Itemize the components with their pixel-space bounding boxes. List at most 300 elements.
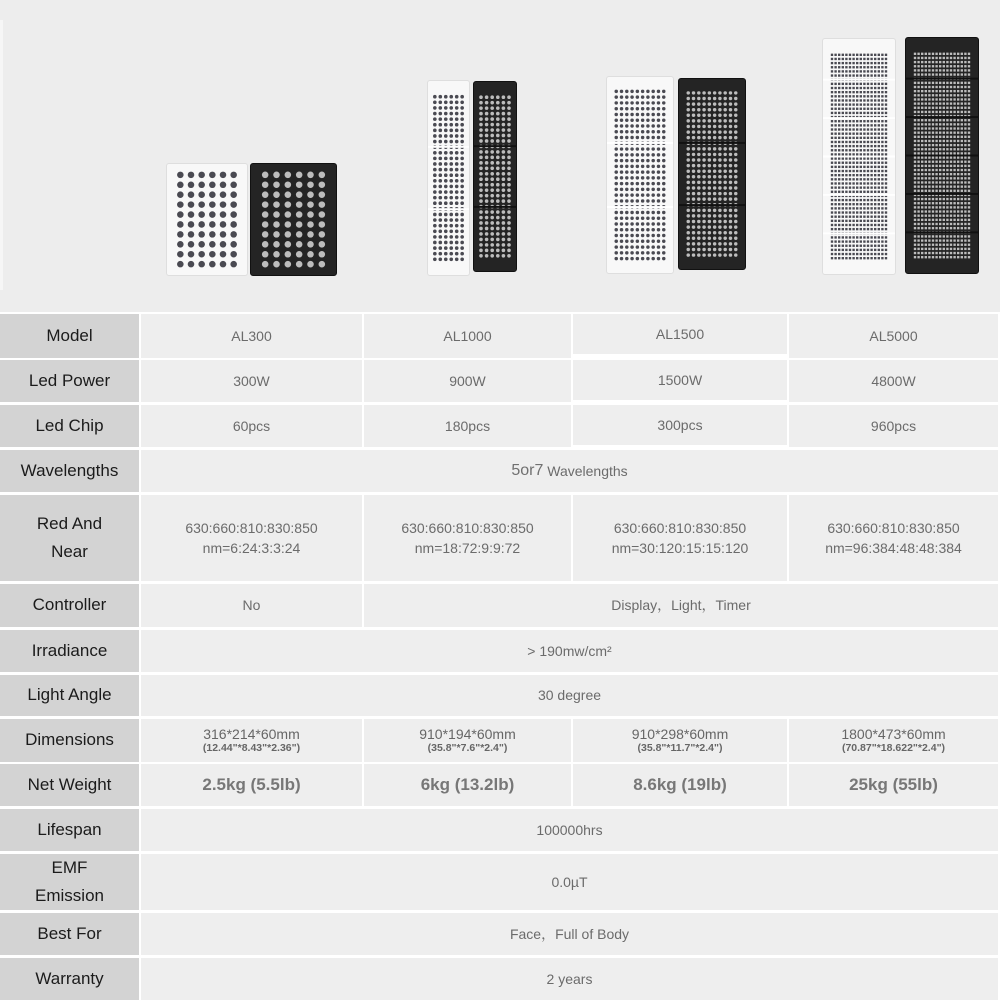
led-dot <box>502 227 506 231</box>
led-dot <box>630 182 633 185</box>
led-dot <box>692 192 695 195</box>
led-dot <box>507 156 511 160</box>
led-dot <box>953 111 955 113</box>
dimensions-mm: 316*214*60mm <box>203 725 300 742</box>
led-dot <box>285 172 292 179</box>
led-dot <box>834 207 836 209</box>
led-dot <box>852 83 854 85</box>
led-dot <box>870 236 872 238</box>
led-dot <box>188 241 195 248</box>
led-dot <box>625 130 628 133</box>
led-dot <box>230 261 237 268</box>
led-dot <box>939 214 941 216</box>
led-dot <box>860 211 862 213</box>
led-dot <box>657 257 660 260</box>
led-dot <box>867 182 869 184</box>
led-dot <box>845 145 847 147</box>
led-dot <box>273 221 280 228</box>
led-dot <box>852 199 854 201</box>
led-dot <box>729 186 732 189</box>
led-dot <box>914 161 916 163</box>
led-dot <box>834 70 836 72</box>
led-dot <box>870 66 872 68</box>
led-dot <box>831 153 833 155</box>
led-dot <box>630 251 633 254</box>
led-dot <box>662 222 665 225</box>
led-dot <box>620 101 623 104</box>
led-dot <box>921 202 923 204</box>
led-dot <box>307 191 314 198</box>
led-dot <box>935 248 937 250</box>
led-dot <box>914 57 916 59</box>
led-dot <box>953 214 955 216</box>
led-dot <box>438 196 442 200</box>
led-dot <box>953 256 955 258</box>
led-dot <box>433 246 437 250</box>
led-dot <box>713 192 716 195</box>
cell-weight-al1000: 6kg (13.2lb) <box>364 764 571 806</box>
led-dot <box>718 248 721 251</box>
led-dot <box>657 95 660 98</box>
led-dot <box>455 168 459 172</box>
led-dot <box>961 123 963 125</box>
led-dot <box>928 57 930 59</box>
led-dot <box>961 131 963 133</box>
led-dot <box>867 128 869 130</box>
led-dot <box>957 53 959 55</box>
led-dot <box>686 125 689 128</box>
led-dot <box>957 227 959 229</box>
led-dot <box>479 238 483 242</box>
led-dot <box>849 186 851 188</box>
led-dot <box>307 211 314 218</box>
led-dot <box>849 91 851 93</box>
led-dot <box>932 165 934 167</box>
led-dot <box>961 102 963 104</box>
led-dot <box>842 182 844 184</box>
led-dot <box>507 232 511 236</box>
label-line-2: Emission <box>35 886 104 905</box>
led-dot <box>729 220 732 223</box>
led-dot <box>856 141 858 143</box>
led-dot <box>957 161 959 163</box>
led-dot <box>917 235 919 237</box>
led-dot <box>702 136 705 139</box>
led-dot <box>939 198 941 200</box>
led-dot <box>935 82 937 84</box>
led-dot <box>860 174 862 176</box>
led-dot <box>620 113 623 116</box>
led-dot <box>925 206 927 208</box>
led-dot <box>946 136 948 138</box>
led-dot <box>734 136 737 139</box>
led-dot <box>831 120 833 122</box>
led-dot <box>874 203 876 205</box>
led-dot <box>718 209 721 212</box>
led-dot <box>620 95 623 98</box>
led-dot <box>874 224 876 226</box>
led-dot <box>614 251 617 254</box>
led-dot <box>460 185 464 189</box>
led-dot <box>860 70 862 72</box>
led-dot <box>946 82 948 84</box>
led-dot <box>849 253 851 255</box>
led-dot <box>641 165 644 168</box>
led-dot <box>662 199 665 202</box>
led-dot <box>870 166 872 168</box>
led-dot <box>449 129 453 133</box>
led-dot <box>657 245 660 248</box>
led-dot <box>921 198 923 200</box>
led-dot <box>860 149 862 151</box>
led-dot <box>460 235 464 239</box>
led-dot <box>921 248 923 250</box>
led-dot <box>878 207 880 209</box>
led-dot <box>273 211 280 218</box>
led-dot <box>878 137 880 139</box>
led-dot <box>433 151 437 155</box>
led-dot <box>630 222 633 225</box>
led-dot <box>953 144 955 146</box>
led-dot <box>651 216 654 219</box>
led-dot <box>921 235 923 237</box>
led-dot <box>702 253 705 256</box>
led-dot <box>455 218 459 222</box>
led-dot <box>914 148 916 150</box>
led-dot <box>444 257 448 261</box>
led-dot <box>917 123 919 125</box>
led-dot <box>651 147 654 150</box>
led-dot <box>729 231 732 234</box>
led-dot <box>502 177 506 181</box>
led-dot <box>620 118 623 121</box>
led-dot <box>885 91 887 93</box>
led-dot <box>870 99 872 101</box>
led-dot <box>713 242 716 245</box>
led-dot <box>968 202 970 204</box>
led-dot <box>296 241 303 248</box>
led-dot <box>657 176 660 179</box>
led-dot <box>968 127 970 129</box>
led-dot <box>198 211 205 218</box>
led-dot <box>485 166 489 170</box>
led-dot <box>939 152 941 154</box>
led-dot <box>460 129 464 133</box>
led-dot <box>438 179 442 183</box>
led-dot <box>939 94 941 96</box>
led-dot <box>438 185 442 189</box>
row-label-controller: Controller <box>0 584 139 627</box>
led-dot <box>614 193 617 196</box>
led-dot <box>262 191 269 198</box>
led-dot <box>697 248 700 251</box>
led-dot <box>708 125 711 128</box>
led-dot <box>856 203 858 205</box>
led-dot <box>852 236 854 238</box>
led-dot <box>964 152 966 154</box>
led-dot <box>867 54 869 56</box>
led-dot <box>943 235 945 237</box>
led-dot <box>657 216 660 219</box>
led-dot <box>209 261 216 268</box>
led-dot <box>834 203 836 205</box>
led-dot <box>845 87 847 89</box>
led-dot <box>946 239 948 241</box>
led-dot <box>502 194 506 198</box>
led-dot <box>729 114 732 117</box>
led-dot <box>925 61 927 63</box>
led-dot <box>950 248 952 250</box>
led-dot <box>943 198 945 200</box>
led-dot <box>946 181 948 183</box>
led-dot <box>718 91 721 94</box>
led-dot <box>230 221 237 228</box>
led-dot <box>932 190 934 192</box>
led-dot <box>950 107 952 109</box>
led-dot <box>870 207 872 209</box>
led-dot <box>968 69 970 71</box>
led-dot <box>961 57 963 59</box>
led-dot <box>946 252 948 254</box>
led-dot <box>723 108 726 111</box>
led-dot <box>914 252 916 254</box>
cell-weight-al300: 2.5kg (5.5lb) <box>141 764 362 806</box>
led-dot <box>849 87 851 89</box>
led-dot <box>856 211 858 213</box>
led-dot <box>867 203 869 205</box>
led-dot <box>968 235 970 237</box>
led-dot <box>867 157 869 159</box>
led-dot <box>713 253 716 256</box>
cell-power-al300: 300W <box>141 360 362 402</box>
led-dot <box>943 136 945 138</box>
led-dot <box>935 252 937 254</box>
led-dot <box>702 114 705 117</box>
led-dot <box>881 91 883 93</box>
led-dot <box>852 74 854 76</box>
led-dot <box>863 112 865 114</box>
led-dot <box>860 112 862 114</box>
led-dot <box>708 119 711 122</box>
led-dot <box>838 220 840 222</box>
led-dot <box>834 211 836 213</box>
panel-seam <box>906 155 978 157</box>
led-dot <box>455 106 459 110</box>
led-dot <box>708 147 711 150</box>
led-dot <box>867 253 869 255</box>
led-dot <box>968 61 970 63</box>
led-dot <box>455 151 459 155</box>
led-dot <box>885 228 887 230</box>
led-dot <box>614 199 617 202</box>
led-dot <box>914 144 916 146</box>
led-dot <box>485 183 489 187</box>
led-dot <box>885 141 887 143</box>
led-dot <box>220 231 227 238</box>
led-dot <box>964 165 966 167</box>
led-dot <box>845 103 847 105</box>
led-dot <box>438 117 442 121</box>
led-dot <box>852 178 854 180</box>
led-dot <box>620 130 623 133</box>
led-dot <box>885 137 887 139</box>
led-dot <box>860 157 862 159</box>
led-dot <box>943 169 945 171</box>
led-dot <box>636 101 639 104</box>
led-dot <box>831 58 833 60</box>
led-dot <box>852 153 854 155</box>
led-dot <box>713 248 716 251</box>
led-dot <box>485 117 489 121</box>
led-dot <box>856 62 858 64</box>
led-dot <box>490 139 494 143</box>
led-dot <box>957 202 959 204</box>
led-dot <box>935 185 937 187</box>
led-dot <box>449 134 453 138</box>
led-dot <box>914 131 916 133</box>
led-dot <box>849 70 851 72</box>
led-dot <box>874 58 876 60</box>
led-dot <box>961 177 963 179</box>
led-dot <box>220 261 227 268</box>
led-dot <box>692 130 695 133</box>
led-dot <box>946 223 948 225</box>
led-dot <box>849 170 851 172</box>
led-dot <box>834 215 836 217</box>
led-dot <box>935 148 937 150</box>
led-dot <box>874 108 876 110</box>
led-dot <box>729 136 732 139</box>
led-dot <box>460 157 464 161</box>
led-dot <box>943 248 945 250</box>
led-dot <box>662 193 665 196</box>
led-dot <box>867 170 869 172</box>
led-dot <box>625 90 628 93</box>
led-dot <box>455 241 459 245</box>
led-dot <box>935 144 937 146</box>
led-dot <box>614 211 617 214</box>
led-dot <box>838 166 840 168</box>
led-dot <box>878 58 880 60</box>
led-dot <box>946 86 948 88</box>
led-dot <box>961 173 963 175</box>
led-dot <box>867 166 869 168</box>
led-dot <box>507 95 511 99</box>
led-dot <box>953 244 955 246</box>
led-dot <box>863 145 865 147</box>
led-dot <box>729 130 732 133</box>
led-dot <box>946 98 948 100</box>
led-dot <box>849 207 851 209</box>
led-dot <box>870 112 872 114</box>
led-dot <box>867 224 869 226</box>
led-dot <box>849 162 851 164</box>
led-dot <box>444 162 448 166</box>
cell-light-angle: 30 degree <box>141 675 998 716</box>
led-dot <box>831 253 833 255</box>
led-dot <box>496 243 500 247</box>
led-dot <box>870 87 872 89</box>
row-label-model: Model <box>0 314 139 358</box>
led-dot <box>831 207 833 209</box>
led-grid-icon <box>607 77 673 273</box>
led-dot <box>507 221 511 225</box>
led-dot <box>641 170 644 173</box>
led-dot <box>878 91 880 93</box>
led-dot <box>479 117 483 121</box>
led-dot <box>831 224 833 226</box>
led-dot <box>860 103 862 105</box>
led-dot <box>881 62 883 64</box>
led-dot <box>968 136 970 138</box>
cell-irradiance: > 190mw/cm² <box>141 630 998 672</box>
led-dot <box>842 199 844 201</box>
led-dot <box>479 123 483 127</box>
led-dot <box>946 165 948 167</box>
led-dot <box>734 158 737 161</box>
led-dot <box>932 65 934 67</box>
led-dot <box>834 124 836 126</box>
led-dot <box>914 111 916 113</box>
led-dot <box>968 111 970 113</box>
led-dot <box>713 225 716 228</box>
led-dot <box>845 83 847 85</box>
led-dot <box>834 236 836 238</box>
led-dot <box>878 186 880 188</box>
led-dot <box>849 153 851 155</box>
led-dot <box>307 172 314 179</box>
led-dot <box>881 182 883 184</box>
led-dot <box>964 173 966 175</box>
led-dot <box>319 201 326 208</box>
led-dot <box>939 256 941 258</box>
led-dot <box>849 103 851 105</box>
led-dot <box>630 90 633 93</box>
led-dot <box>507 166 511 170</box>
led-dot <box>852 215 854 217</box>
cell-red-near-al1500 <box>573 495 787 581</box>
led-dot <box>870 70 872 72</box>
led-dot <box>262 221 269 228</box>
led-dot <box>928 210 930 212</box>
led-dot <box>630 170 633 173</box>
wavelength-count: 5or7 <box>511 462 544 480</box>
led-dot <box>860 166 862 168</box>
led-dot <box>702 125 705 128</box>
led-dot <box>692 253 695 256</box>
led-dot <box>946 173 948 175</box>
led-dot <box>852 157 854 159</box>
led-dot <box>863 83 865 85</box>
led-dot <box>852 162 854 164</box>
led-dot <box>935 53 937 55</box>
led-dot <box>867 162 869 164</box>
led-dot <box>614 118 617 121</box>
led-dot <box>444 190 448 194</box>
led-dot <box>490 188 494 192</box>
led-dot <box>870 157 872 159</box>
led-dot <box>502 161 506 165</box>
led-dot <box>863 220 865 222</box>
led-dot <box>849 203 851 205</box>
led-dot <box>917 94 919 96</box>
led-dot <box>943 86 945 88</box>
led-dot <box>842 224 844 226</box>
led-dot <box>444 117 448 121</box>
led-dot <box>968 94 970 96</box>
led-dot <box>939 65 941 67</box>
led-dot <box>449 157 453 161</box>
